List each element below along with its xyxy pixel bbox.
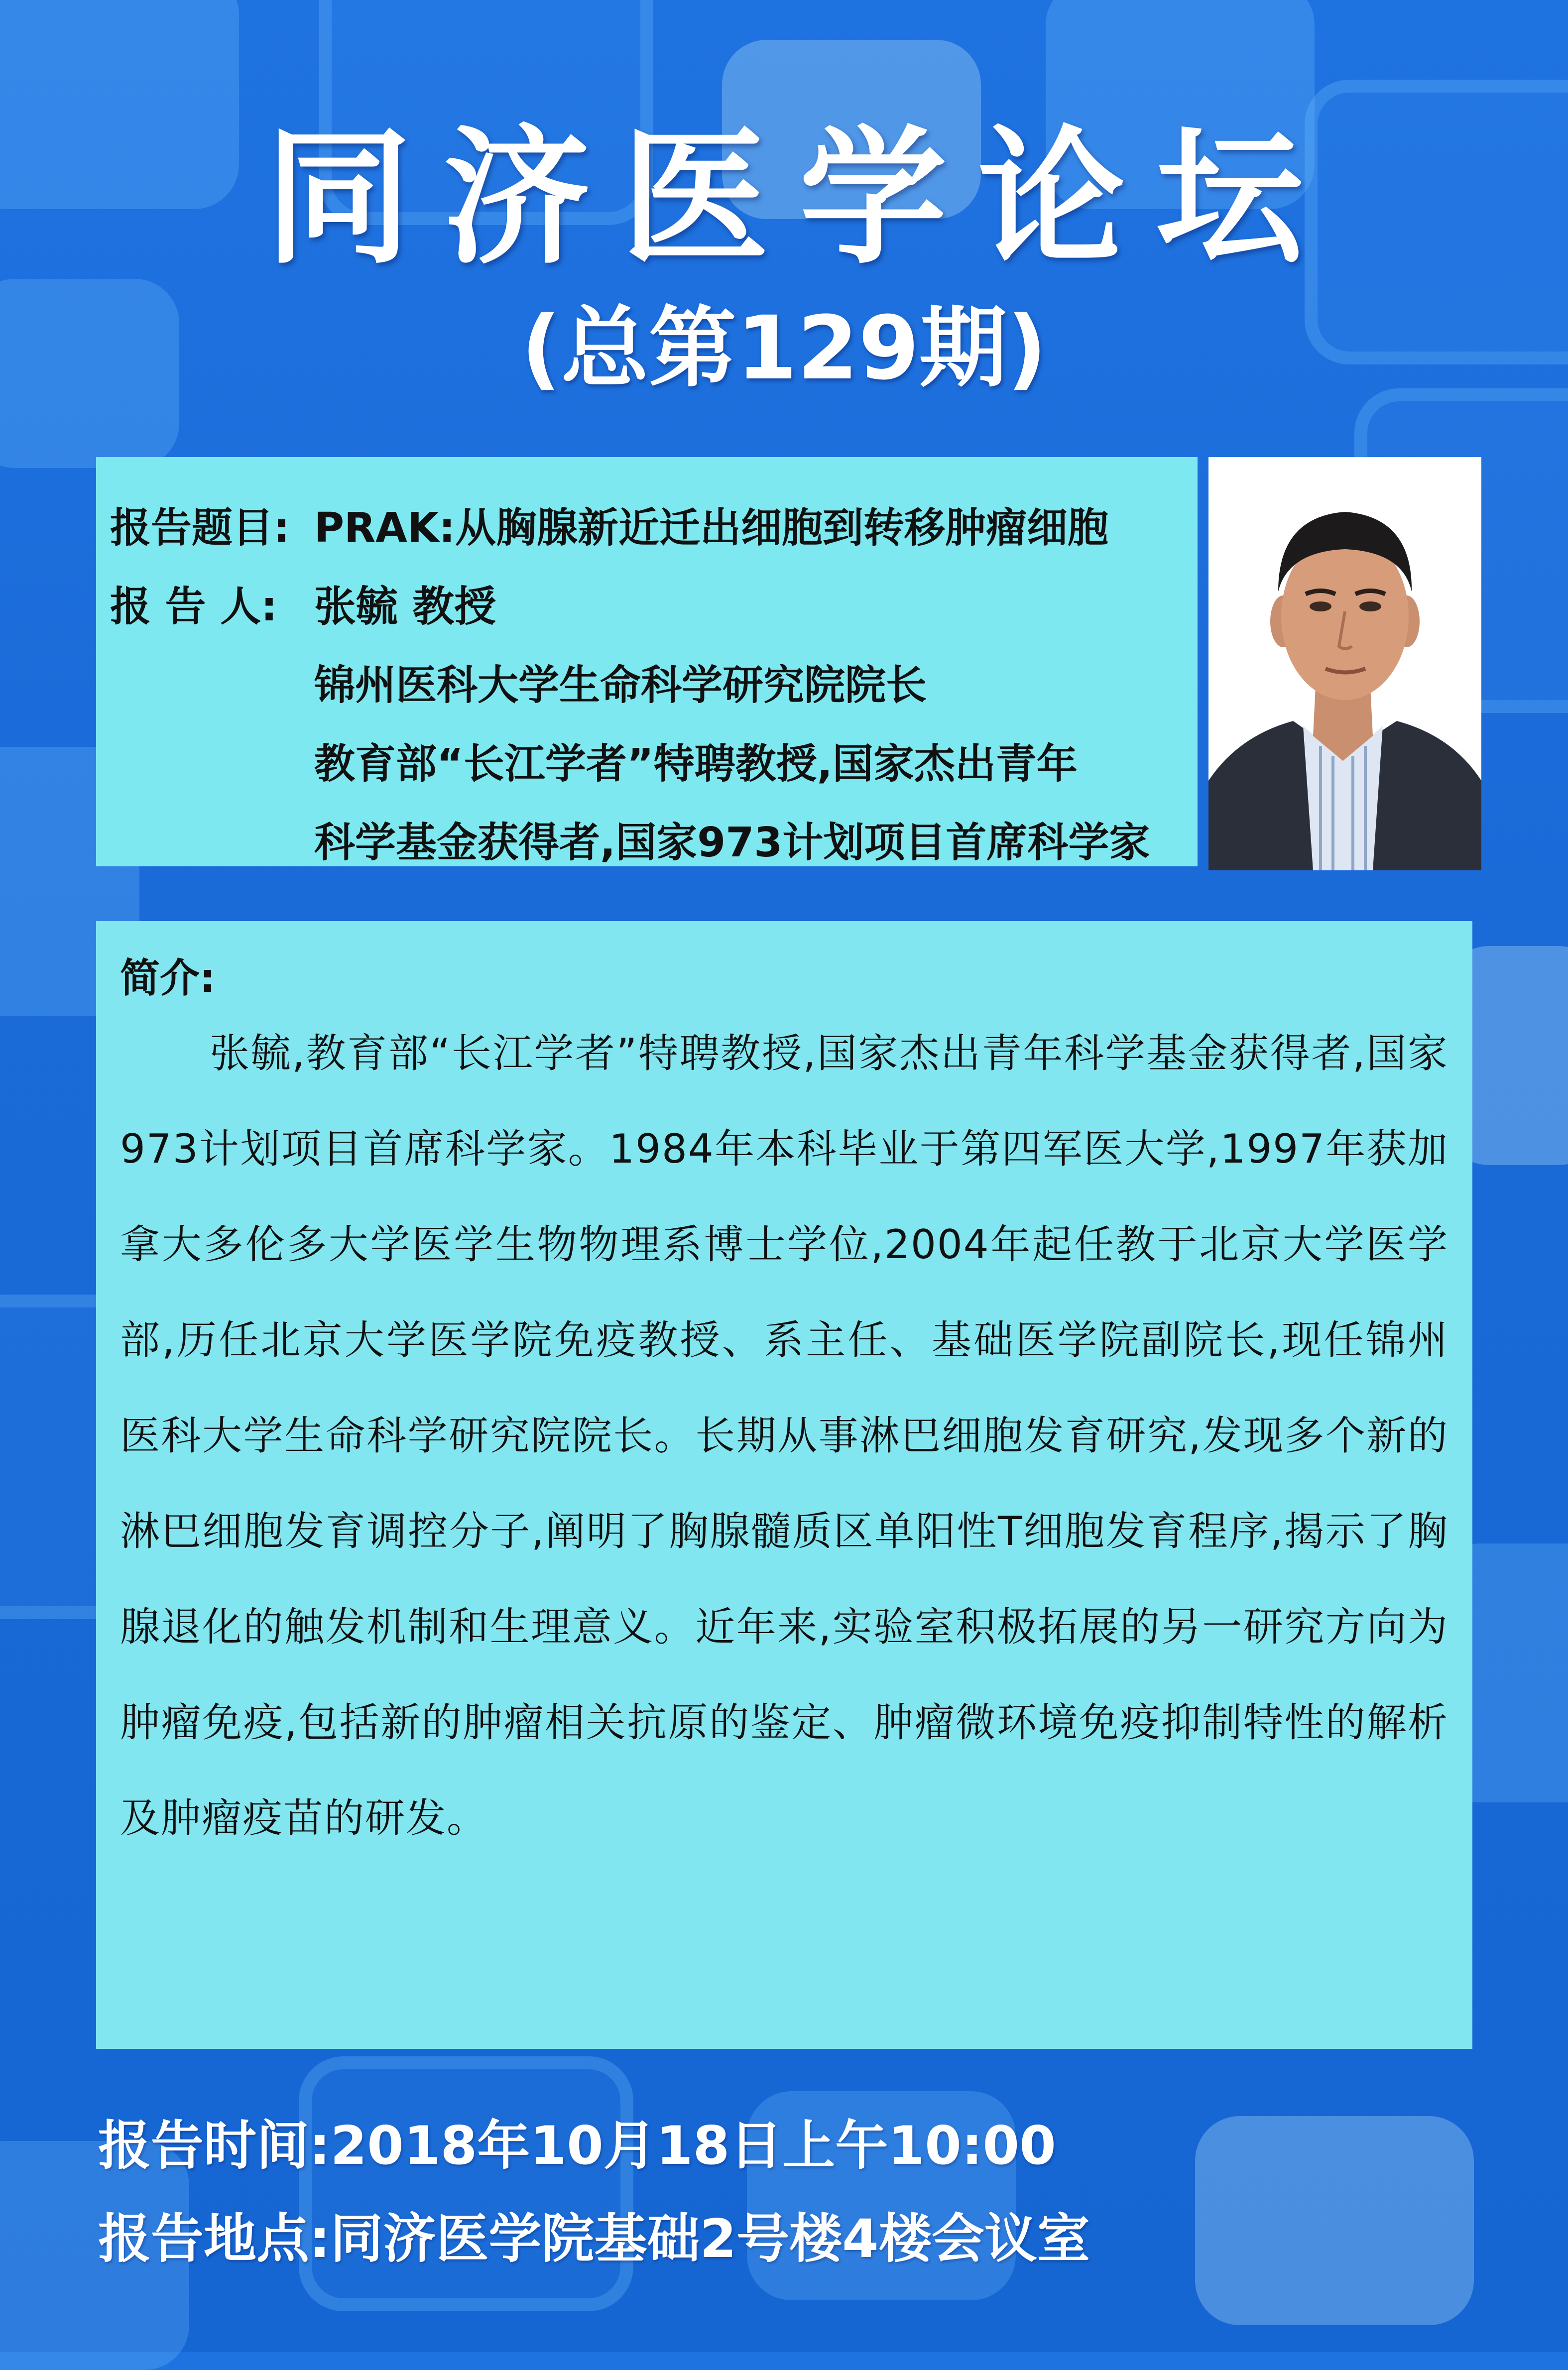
bio-text: 张毓,教育部“长江学者”特聘教授,国家杰出青年科学基金获得者,国家973计划项目首席科学家。1984年本科毕业于第四军医大学,1997年获加拿大多伦多大学医学生物物理系博士学位,2004年起任教于北京大学医学部,历任北京大学医学院免疫教授、系主任、基础医学院副院长,现任锦州医科大学生命科学研究院院长。长期从事淋巴细胞发育研究,发现多个新的淋巴细胞发育调控分子,阐明了胸腺髓质区单阳性T细胞发育程序,揭示了胸腺退化的触发机制和生理意义。近年来,实验室积极拓展的另一研究方向为肿瘤免疫,包括新的肿瘤相关抗原的鉴定、肿瘤微环境免疫抑制特性的解析及肿瘤疫苗的研发。	[120, 1030, 1448, 1841]
topic-row	[110, 485, 1198, 564]
report-time: 报告时间:2018年10月18日上午10:00	[98, 2115, 1056, 2176]
report-location: 报告地点:同济医学院基础2号楼4楼会议室	[98, 2208, 1090, 2269]
credential-text: 科学基金获得者,国家973计划项目首席科学家	[314, 819, 1150, 866]
topic-label: 报告题目:	[110, 504, 290, 552]
credential-line	[110, 800, 1198, 878]
bio-heading: 简介:	[120, 955, 216, 1001]
speaker-info-panel	[96, 457, 1198, 866]
topic-text: PRAK:从胸腺新近迁出细胞到转移肿瘤细胞	[314, 504, 1109, 552]
credential-text: 锦州医科大学生命科学研究院院长	[314, 661, 927, 709]
page-title: 同济医学论坛	[264, 112, 1334, 284]
speaker-row	[110, 564, 1198, 642]
biography-panel	[96, 921, 1472, 2049]
speaker-photo	[1208, 457, 1481, 870]
credential-line	[110, 642, 1198, 721]
credential-line	[110, 721, 1198, 800]
speaker-label: 报 告 人:	[110, 583, 277, 630]
credential-text: 教育部“长江学者”特聘教授,国家杰出青年	[314, 740, 1078, 788]
issue-number: (总第129期)	[521, 297, 1047, 399]
speaker-name: 张毓 教授	[314, 582, 496, 631]
